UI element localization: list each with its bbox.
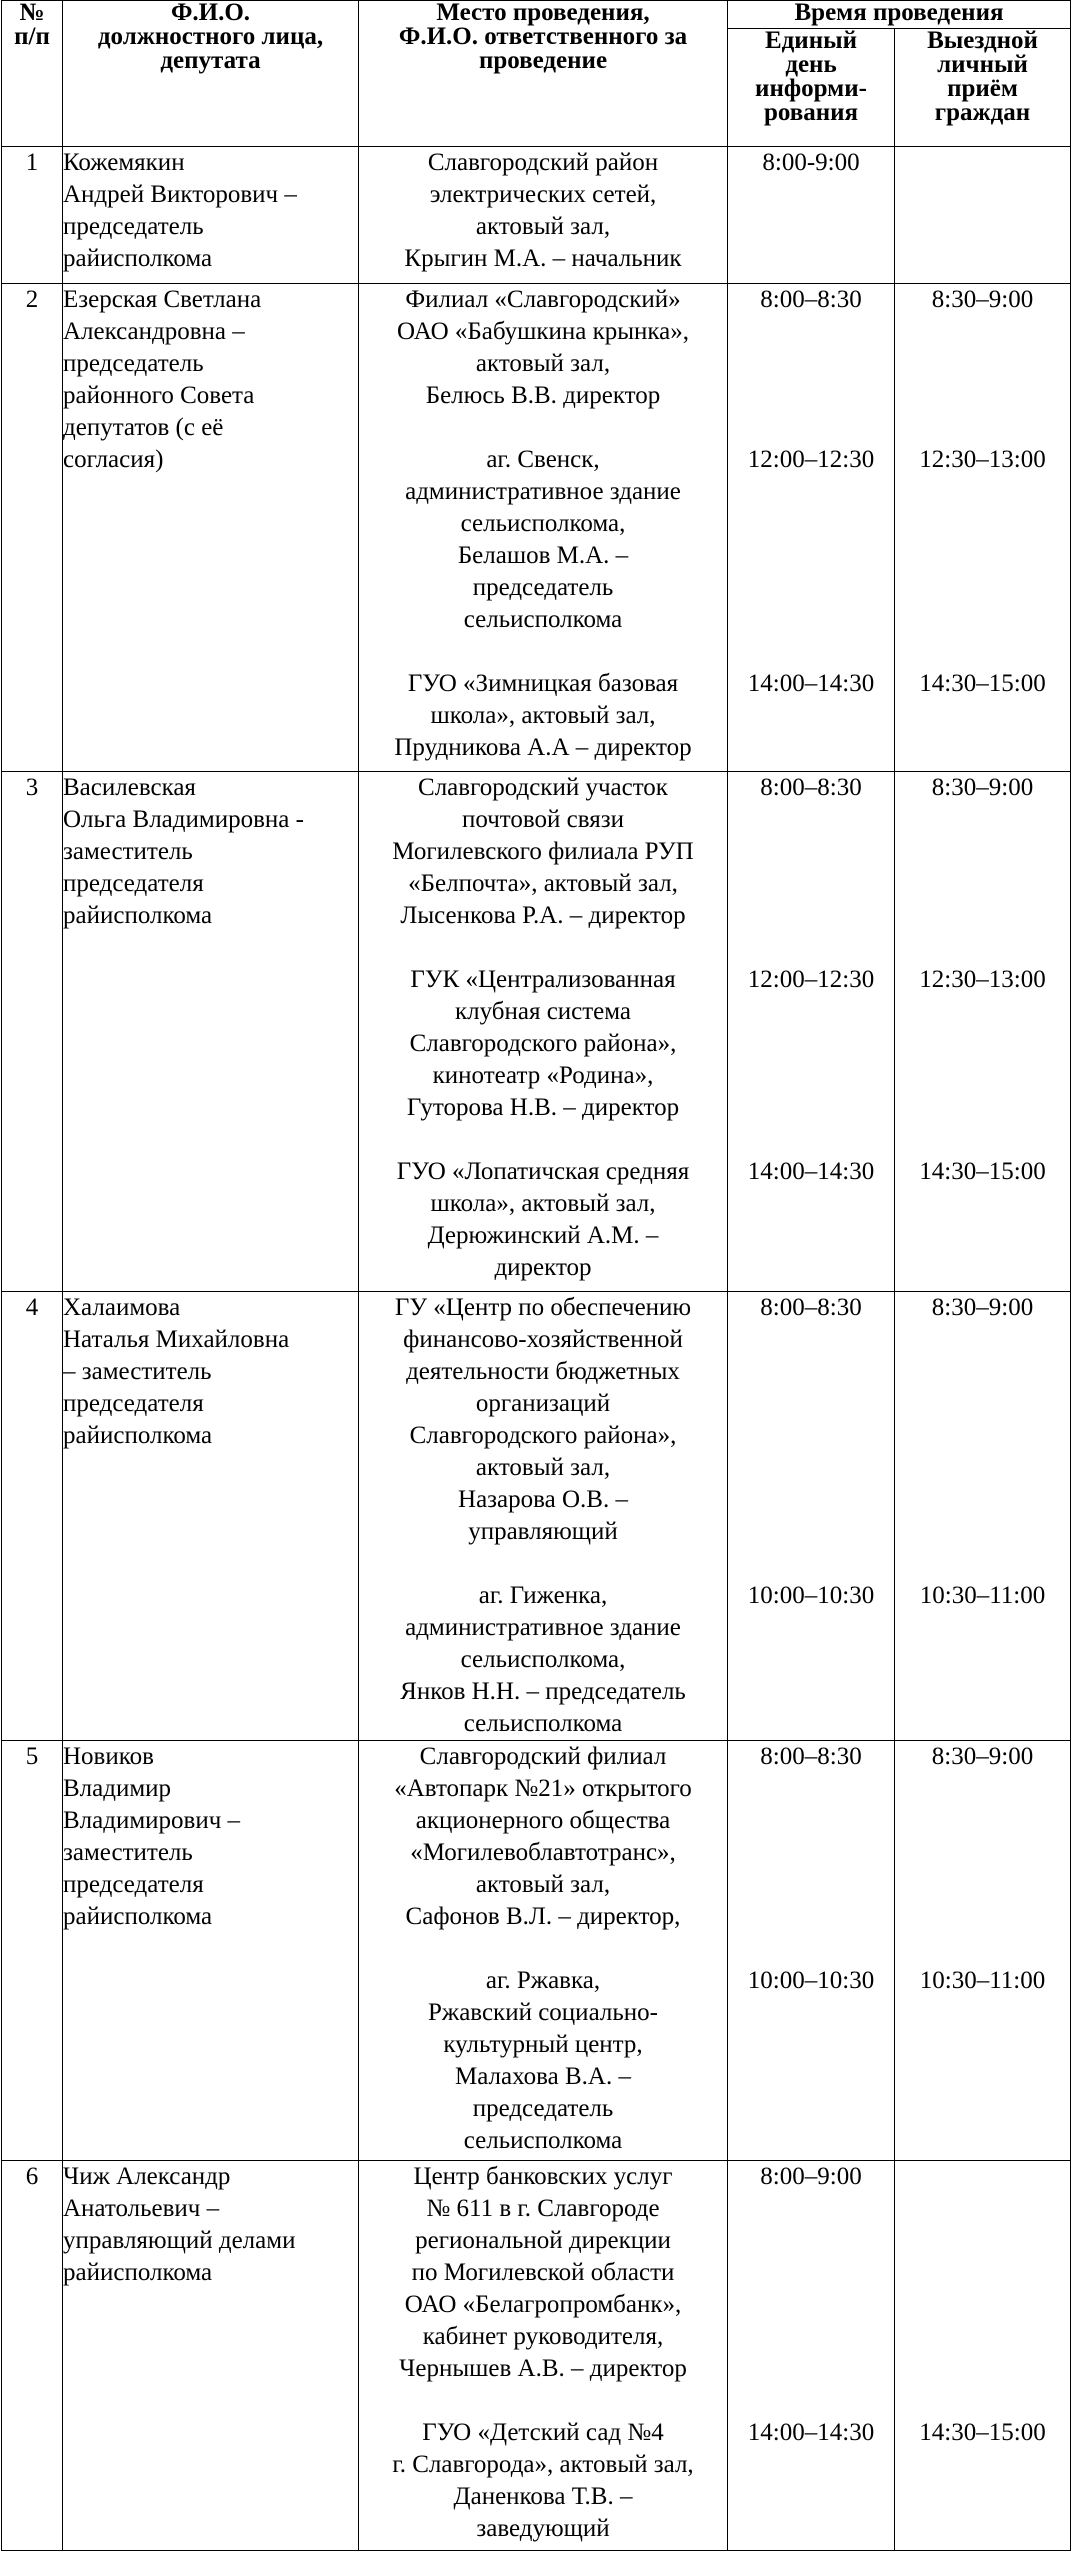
reception-time: 12:30–13:00 <box>919 446 1046 473</box>
info-day-block <box>728 772 894 932</box>
header-day-line: день <box>785 51 837 78</box>
table-row <box>2 1741 1071 2161</box>
info-day-time: 12:00–12:30 <box>747 966 875 993</box>
official-name <box>63 147 359 284</box>
info-day-time: 8:00–8:30 <box>760 286 862 313</box>
row-number: 6 <box>2 2161 63 2551</box>
table-row <box>2 772 1071 1292</box>
table-row <box>2 2161 1071 2551</box>
reception-cell <box>895 772 1071 1292</box>
header-fio <box>63 1 359 147</box>
venue-block <box>359 1292 727 1548</box>
info-day-time: 8:00–9:00 <box>760 2163 862 2190</box>
official-name-line: Халаимова <box>63 1294 181 1321</box>
venue-line: Дерюжинский А.М. – <box>427 1222 659 1249</box>
info-day-time: 14:00–14:30 <box>747 670 875 697</box>
venue-line: школа», актовый зал, <box>430 702 656 729</box>
header-place-line: Место проведения, <box>436 0 650 26</box>
reception-time: 10:30–11:00 <box>919 1967 1046 1994</box>
info-day-time: 10:00–10:30 <box>747 1582 875 1609</box>
official-name-line: Владимир <box>63 1775 172 1802</box>
reception-block <box>895 284 1070 412</box>
venue-cell <box>359 772 728 1292</box>
official-name <box>63 284 359 772</box>
official-name-line: райисполкома <box>63 902 213 929</box>
venue-line: Лысенкова Р.А. – директор <box>400 902 686 929</box>
venue-line: Крыгин М.А. – начальник <box>404 245 682 272</box>
table-body <box>2 147 1071 2551</box>
venue-block <box>359 2161 727 2385</box>
table-row <box>2 1292 1071 1741</box>
venue-block <box>359 772 727 932</box>
venue-line: актовый зал, <box>475 1454 611 1481</box>
venue-line: «Автопарк №21» открытого <box>394 1775 692 1802</box>
venue-line: Гуторова Н.В. – директор <box>406 1094 680 1121</box>
reception-block <box>895 1741 1070 1933</box>
venue-line: деятельности бюджетных <box>406 1358 680 1385</box>
official-name-line: райисполкома <box>63 1903 213 1930</box>
venue-line: Ржавский социально- <box>428 1999 658 2026</box>
official-name-line: Езерская Светлана <box>63 286 262 313</box>
official-name-line: председатель <box>63 350 204 377</box>
official-name <box>63 772 359 1292</box>
venue-block <box>359 284 727 412</box>
venue-line: директор <box>494 1254 592 1281</box>
reception-time: 10:30–11:00 <box>919 1582 1046 1609</box>
official-name-line: Василевская <box>63 774 196 801</box>
reception-cell <box>895 147 1071 284</box>
info-day-block <box>728 284 894 412</box>
official-name-line: председателя <box>63 1871 204 1898</box>
header-day-line: Единый <box>764 27 858 54</box>
info-day-cell <box>728 772 895 1292</box>
official-name-line: Александровна – <box>63 318 245 345</box>
venue-line: председатель <box>472 2095 614 2122</box>
venue-line: финансово-хозяйственной <box>403 1326 683 1353</box>
reception-block <box>895 964 1070 1124</box>
info-day-block <box>728 1580 894 1740</box>
header-fio-line: депутата <box>160 47 261 74</box>
reception-cell <box>895 284 1071 772</box>
reception-time: 8:30–9:00 <box>931 774 1034 801</box>
venue-cell <box>359 1292 728 1741</box>
venue-line: сельисполкома <box>463 1710 623 1737</box>
header-place <box>359 1 728 147</box>
info-day-time: 8:00–8:30 <box>760 1743 862 1770</box>
info-day-cell <box>728 1741 895 2161</box>
venue-line: административное здание <box>405 478 681 505</box>
header-visit-line: Выездной <box>927 27 1038 54</box>
venue-block <box>359 1580 727 1740</box>
venue-line: Славгородский участок <box>418 774 668 801</box>
official-name-line: райисполкома <box>63 245 213 272</box>
venue-line: Славгородского района», <box>409 1422 677 1449</box>
venue-line: ОАО «Белагропромбанк», <box>404 2291 682 2318</box>
table-header <box>2 1 1071 147</box>
reception-block <box>895 2161 1070 2385</box>
venue-line: № 611 в г. Славгороде <box>426 2195 660 2222</box>
venue-line: председатель <box>472 574 614 601</box>
venue-line: кинотеатр «Родина», <box>432 1062 654 1089</box>
reception-block <box>895 1292 1070 1548</box>
header-day <box>728 29 895 147</box>
reception-time: 14:30–15:00 <box>919 670 1046 697</box>
reception-time: 14:30–15:00 <box>919 1158 1046 1185</box>
info-day-block <box>728 2161 894 2385</box>
venue-line: культурный центр, <box>443 2031 643 2058</box>
reception-cell <box>895 1741 1071 2161</box>
official-name-line: Наталья Михайловна <box>63 1326 290 1353</box>
official-name-line: депутатов (с её <box>63 414 224 441</box>
info-day-time: 8:00–8:30 <box>760 1294 862 1321</box>
reception-block <box>895 2417 1070 2545</box>
venue-line: заведующий <box>476 2515 610 2542</box>
venue-line: актовый зал, <box>475 213 611 240</box>
info-day-block <box>728 964 894 1124</box>
reception-block <box>895 147 1070 275</box>
table-row <box>2 284 1071 772</box>
venue-block <box>359 1965 727 2157</box>
venue-line: административное здание <box>405 1614 681 1641</box>
info-day-block <box>728 1156 894 1284</box>
venue-line: сельисполкома, <box>460 510 626 537</box>
official-name-line: Кожемякин <box>63 149 185 176</box>
venue-cell <box>359 2161 728 2551</box>
venue-line: Малахова В.А. – <box>455 2063 631 2090</box>
header-visit-line: личный <box>937 51 1028 78</box>
venue-line: Славгородского района», <box>409 1030 677 1057</box>
header-visit-line: приём <box>947 75 1018 102</box>
header-num-line: п/п <box>14 23 50 50</box>
header-time-group: Время проведения <box>728 1 1071 29</box>
venue-block <box>359 1741 727 1933</box>
info-day-cell <box>728 1292 895 1741</box>
header-day-line: рования <box>763 99 859 126</box>
official-name-line: райисполкома <box>63 1422 213 1449</box>
reception-time: 14:30–15:00 <box>919 2419 1046 2446</box>
venue-line: актовый зал, <box>475 1871 611 1898</box>
venue-line: ГУО «Детский сад №4 <box>422 2419 664 2446</box>
official-name <box>63 1741 359 2161</box>
venue-line: Сафонов В.Л. – директор, <box>405 1903 681 1930</box>
header-visit-line: граждан <box>934 99 1031 126</box>
table-row <box>2 147 1071 284</box>
row-number: 2 <box>2 284 63 772</box>
venue-line: сельисполкома <box>463 2127 623 2154</box>
info-day-block <box>728 147 894 275</box>
official-name-line: районного Совета <box>63 382 255 409</box>
reception-time: 8:30–9:00 <box>931 1294 1034 1321</box>
reception-time: 12:30–13:00 <box>919 966 1046 993</box>
venue-line: Прудникова А.А – директор <box>394 734 692 761</box>
reception-block <box>895 1580 1070 1740</box>
header-place-line: проведение <box>478 47 608 74</box>
official-name-line: – заместитель <box>63 1358 212 1385</box>
official-name-line: управляющий делами <box>63 2227 296 2254</box>
venue-line: клубная система <box>454 998 632 1025</box>
row-number: 5 <box>2 1741 63 2161</box>
venue-line: Белашов М.А. – <box>457 542 629 569</box>
official-name-line: заместитель <box>63 1839 193 1866</box>
official-name-line: райисполкома <box>63 2259 213 2286</box>
row-number: 4 <box>2 1292 63 1741</box>
venue-line: Могилевского филиала РУП <box>392 838 694 865</box>
header-num <box>2 1 63 147</box>
official-name-line: Чиж Александр <box>63 2163 231 2190</box>
info-day-time: 14:00–14:30 <box>747 2419 875 2446</box>
header-num-line: № <box>19 0 45 26</box>
venue-line: школа», актовый зал, <box>430 1190 656 1217</box>
venue-line: «Белпочта», актовый зал, <box>408 870 678 897</box>
reception-cell <box>895 2161 1071 2551</box>
venue-line: ГУ «Центр по обеспечению <box>394 1294 692 1321</box>
header-day-line: информи- <box>755 75 867 102</box>
reception-time: 8:30–9:00 <box>931 1743 1034 1770</box>
venue-line: акционерного общества <box>415 1807 671 1834</box>
official-name-line: председателя <box>63 1390 204 1417</box>
venue-line: актовый зал, <box>475 350 611 377</box>
info-day-time: 14:00–14:30 <box>747 1158 875 1185</box>
venue-line: Чернышев А.В. – директор <box>399 2355 687 2382</box>
venue-line: почтовой связи <box>462 806 624 833</box>
schedule-table <box>1 0 1071 2551</box>
info-day-time: 12:00–12:30 <box>747 446 875 473</box>
venue-cell <box>359 284 728 772</box>
info-day-block <box>728 1741 894 1933</box>
venue-line: управляющий <box>468 1518 618 1545</box>
venue-line: Назарова О.В. – <box>458 1486 628 1513</box>
reception-block <box>895 444 1070 636</box>
reception-block <box>895 1156 1070 1284</box>
info-day-block <box>728 2417 894 2545</box>
row-number: 1 <box>2 147 63 284</box>
venue-line: Славгородский филиал <box>419 1743 667 1770</box>
official-name <box>63 2161 359 2551</box>
venue-line: аг. Ржавка, <box>485 1967 601 1994</box>
info-day-cell <box>728 147 895 284</box>
venue-line: аг. Гиженка, <box>478 1582 608 1609</box>
venue-line: ГУО «Лопатичская средняя <box>396 1158 690 1185</box>
venue-line: Даненкова Т.В. – <box>453 2483 633 2510</box>
venue-cell <box>359 147 728 284</box>
venue-line: «Могилевоблавтотранс», <box>410 1839 676 1866</box>
venue-line: Славгородский район <box>427 149 659 176</box>
official-name-line: Анатольевич – <box>63 2195 220 2222</box>
venue-line: по Могилевской области <box>411 2259 675 2286</box>
venue-line: сельисполкома, <box>460 1646 626 1673</box>
official-name-line: Владимирович – <box>63 1807 241 1834</box>
reception-block <box>895 668 1070 764</box>
venue-line: кабинет руководителя, <box>422 2323 664 2350</box>
venue-line: ГУК «Централизованная <box>410 966 676 993</box>
venue-line: аг. Свенск, <box>486 446 600 473</box>
official-name-line: Ольга Владимировна - <box>63 806 304 833</box>
official-name-line: председателя <box>63 870 204 897</box>
venue-line: Филиал «Славгородский» <box>405 286 681 313</box>
reception-cell <box>895 1292 1071 1741</box>
row-number: 3 <box>2 772 63 1292</box>
reception-block <box>895 1965 1070 2157</box>
info-day-time: 10:00–10:30 <box>747 1967 875 1994</box>
info-day-block <box>728 1965 894 2157</box>
header-fio-line: должностного лица, <box>97 23 324 50</box>
venue-line: электрических сетей, <box>429 181 657 208</box>
venue-line: региональной дирекции <box>415 2227 671 2254</box>
venue-block <box>359 444 727 636</box>
info-day-cell <box>728 2161 895 2551</box>
venue-line: Белюсь В.В. директор <box>425 382 661 409</box>
reception-block <box>895 772 1070 932</box>
header-place-line: Ф.И.О. ответственного за <box>398 23 688 50</box>
venue-line: ОАО «Бабушкина крынка», <box>396 318 690 345</box>
venue-line: г. Славгорода», актовый зал, <box>392 2451 694 2478</box>
info-day-block <box>728 668 894 764</box>
official-name-line: заместитель <box>63 838 193 865</box>
venue-line: организаций <box>475 1390 611 1417</box>
info-day-time: 8:00–8:30 <box>760 774 862 801</box>
header-visit <box>895 29 1071 147</box>
venue-line: Центр банковских услуг <box>413 2163 673 2190</box>
venue-cell <box>359 1741 728 2161</box>
official-name-line: Андрей Викторович – <box>63 181 297 208</box>
venue-block <box>359 668 727 764</box>
venue-line: Янков Н.Н. – председатель <box>400 1678 686 1705</box>
official-name-line: согласия) <box>63 446 164 473</box>
info-day-block <box>728 1292 894 1548</box>
venue-block <box>359 2417 727 2545</box>
official-name-line: Новиков <box>63 1743 154 1770</box>
venue-line: сельисполкома <box>463 606 623 633</box>
info-day-block <box>728 444 894 636</box>
info-day-time: 8:00-9:00 <box>762 149 860 176</box>
venue-block <box>359 147 727 275</box>
header-fio-line: Ф.И.О. <box>170 0 251 26</box>
venue-block <box>359 1156 727 1284</box>
reception-time: 8:30–9:00 <box>931 286 1034 313</box>
info-day-cell <box>728 284 895 772</box>
venue-line: ГУО «Зимницкая базовая <box>407 670 679 697</box>
venue-block <box>359 964 727 1124</box>
official-name <box>63 1292 359 1741</box>
official-name-line: председатель <box>63 213 204 240</box>
